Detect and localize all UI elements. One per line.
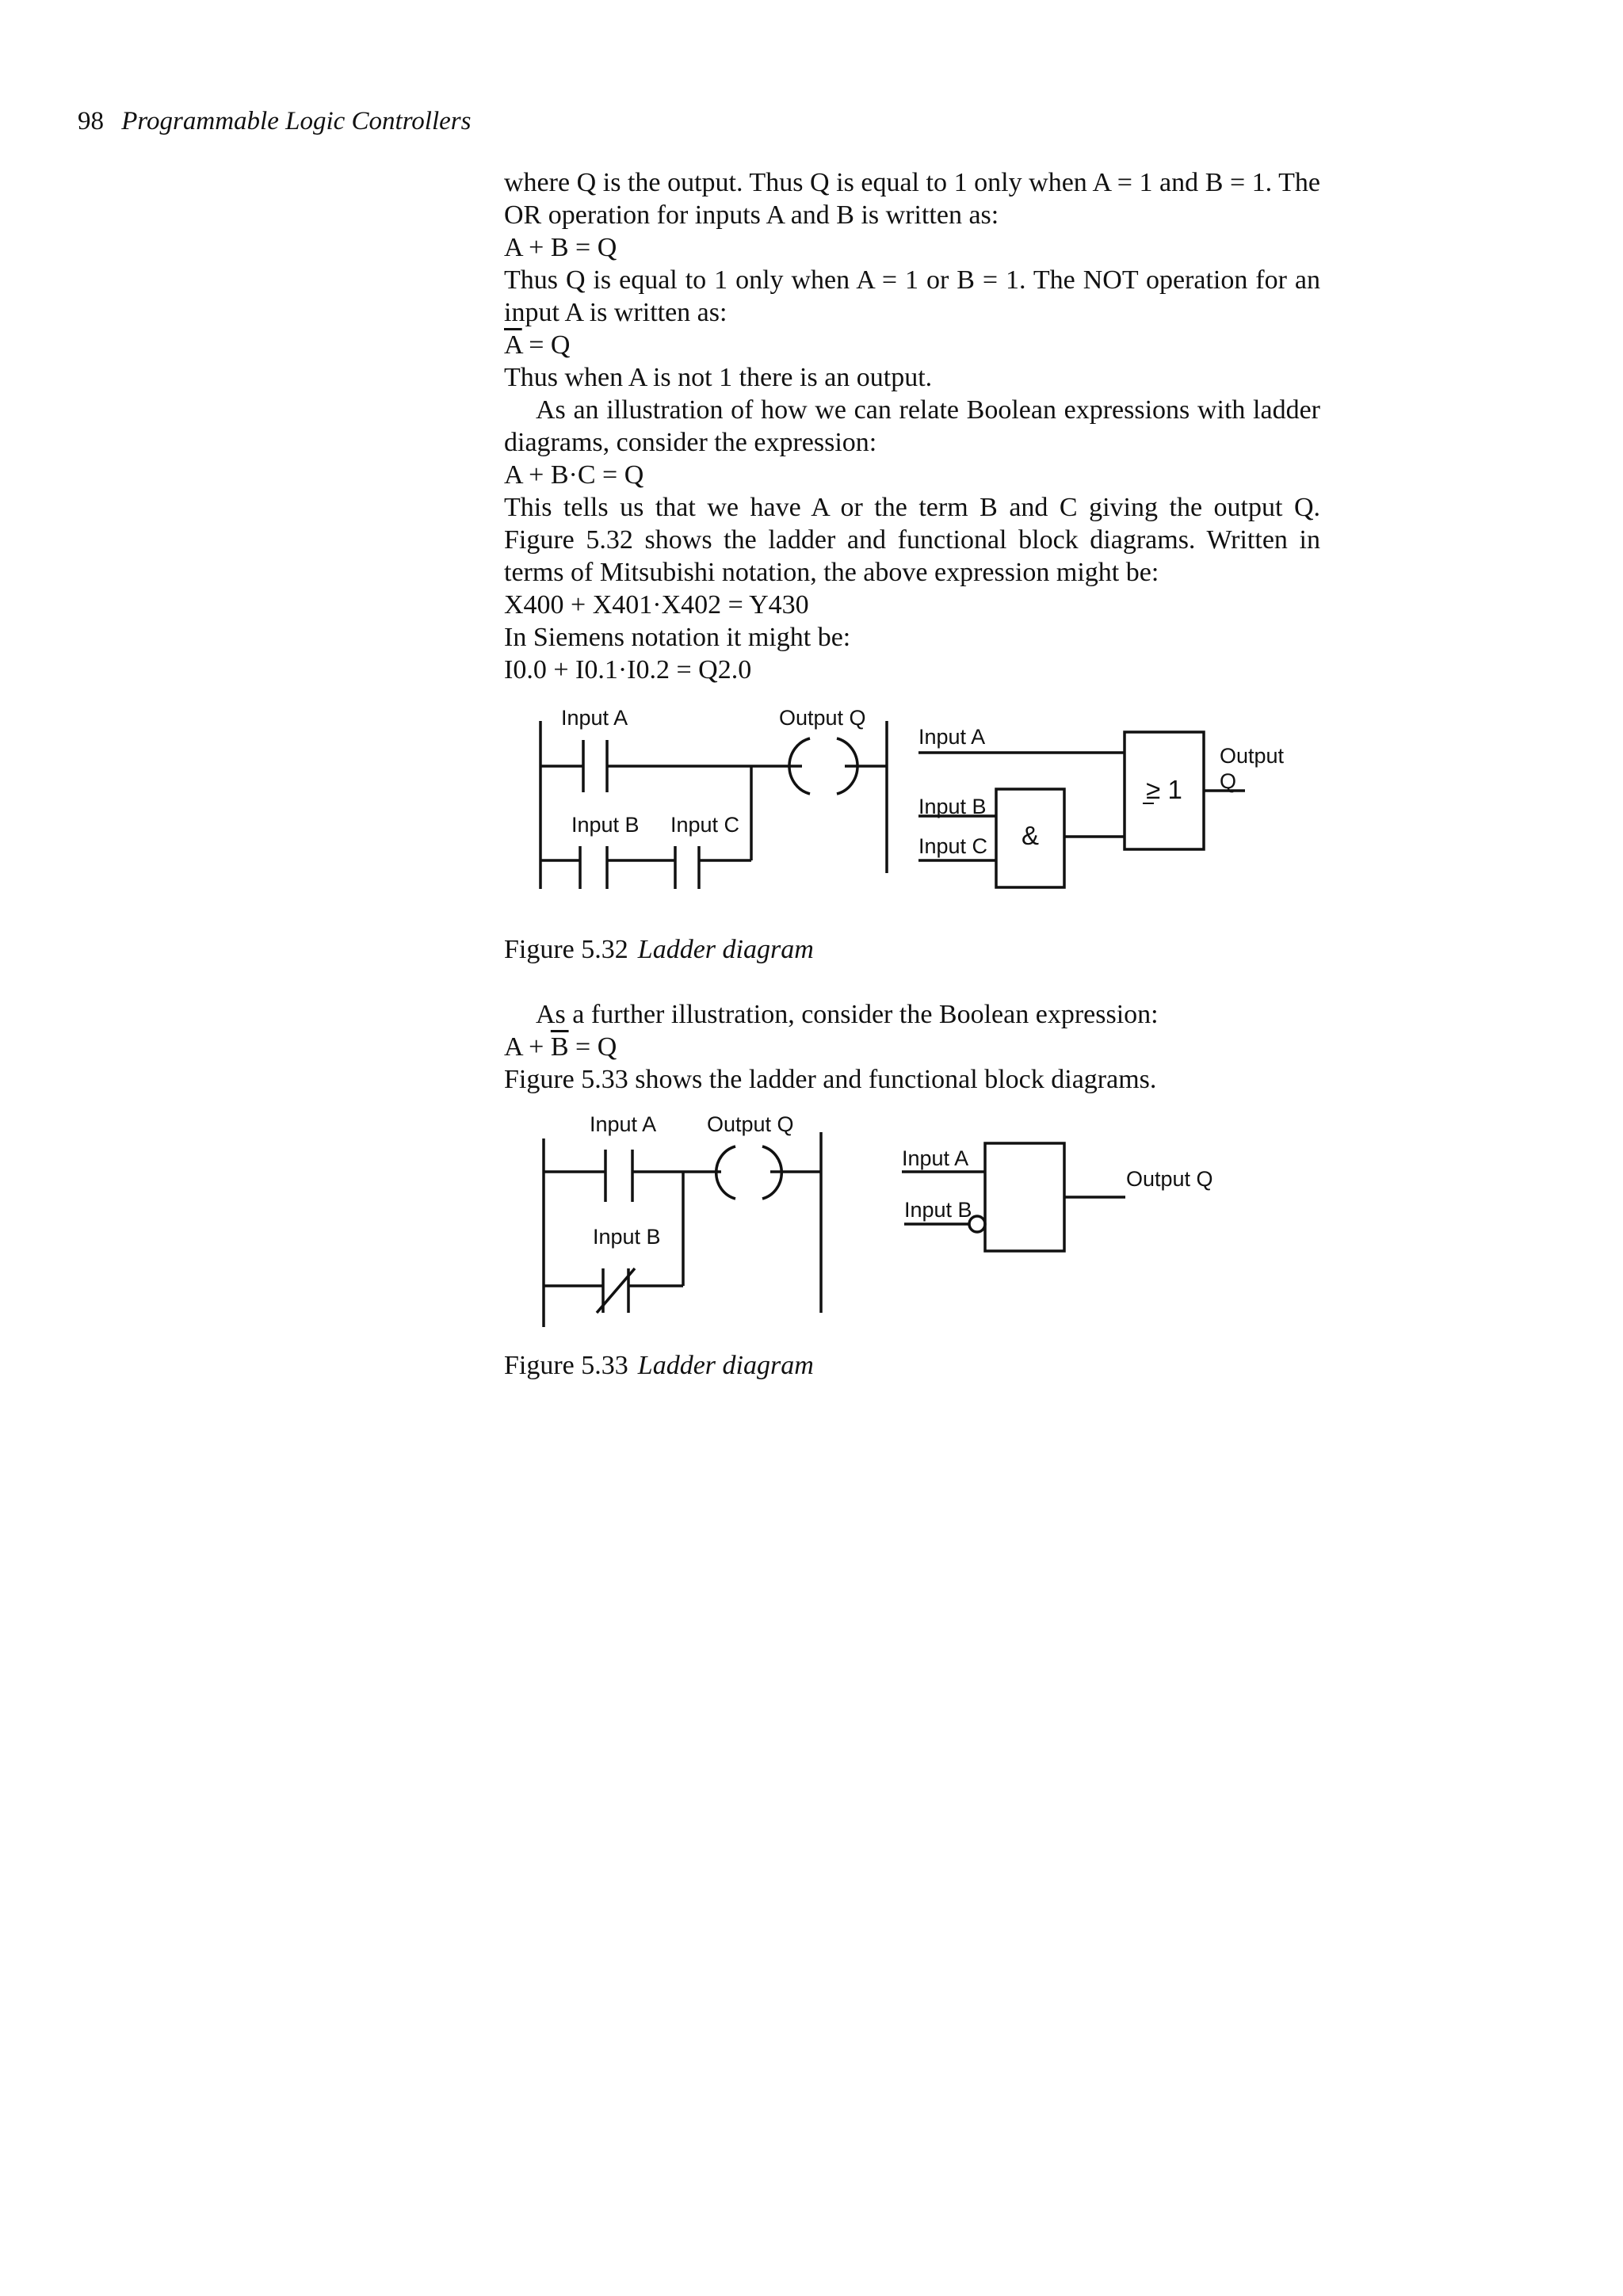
- ladder-diagram-5-32: [540, 706, 887, 889]
- paragraph: This tells us that we have A or the term B and C giving the output Q. Figure 5.32 shows the ladder and functional block diagrams. Written in terms of Mitsubishi notation, the above expression might be:: [504, 493, 1320, 587]
- caption-title: Ladder diagram: [637, 1351, 814, 1380]
- label-input-a: Input A: [918, 725, 986, 749]
- function-block-diagram-5-33: [902, 1143, 1213, 1251]
- figure-5-32-diagrams: [504, 700, 1320, 938]
- label-input-a: Input A: [590, 1112, 657, 1136]
- running-header: [78, 107, 471, 136]
- book-title: Programmable Logic Controllers: [121, 107, 472, 135]
- negated-variable: $\overline{B}$: [550, 1032, 569, 1062]
- paragraph: where Q is the output. Thus Q is equal to 1 only when A = 1 and B = 1. The OR operation for inputs A and B is written as:: [504, 168, 1320, 230]
- equation-not: [504, 329, 1320, 361]
- figure-5-32-caption: [504, 933, 1320, 966]
- page-number: 98: [78, 107, 104, 135]
- equation-a-or-not-b: [504, 1031, 1320, 1063]
- label-input-b: Input B: [904, 1198, 972, 1222]
- label-input-c: Input C: [918, 834, 988, 858]
- equation-part: A +: [504, 1032, 551, 1062]
- equation-mitsubishi: X400 + X401·X402 = Y430: [504, 590, 809, 620]
- and-symbol: &: [1021, 821, 1040, 850]
- paragraph: As a further illustration, consider the Boolean expression:: [536, 1000, 1159, 1029]
- figure-5-33-diagrams: [504, 1105, 1320, 1343]
- equation-or: A + B = Q: [504, 233, 617, 262]
- caption-label: Figure 5.32: [504, 935, 628, 964]
- paragraph: As an illustration of how we can relate Boolean expressions with ladder diagrams, consider the expression:: [504, 395, 1320, 457]
- equation-and-or: A + B·C = Q: [504, 460, 644, 490]
- label-input-b: Input B: [571, 813, 640, 837]
- label-input-b: Input B: [918, 795, 987, 818]
- function-block-diagram-5-32: [918, 725, 1285, 887]
- figure-5-33-caption: [504, 1349, 1320, 1382]
- label-q: Q: [1220, 769, 1237, 793]
- paragraph: Thus when A is not 1 there is an output.: [504, 363, 933, 392]
- equation-rest: = Q: [521, 330, 571, 360]
- label-output-q: Output Q: [1126, 1167, 1213, 1191]
- paragraph: Thus Q is equal to 1 only when A = 1 or B = 1. The NOT operation for an input A is written as:: [504, 265, 1320, 327]
- label-input-c: Input C: [670, 813, 740, 837]
- caption-label: Figure 5.33: [504, 1351, 628, 1380]
- ladder-diagram-5-33: [544, 1112, 821, 1327]
- caption-title: Ladder diagram: [637, 935, 814, 964]
- label-input-a: Input A: [902, 1146, 969, 1170]
- label-input-b: Input B: [593, 1225, 661, 1249]
- paragraph: Figure 5.33 shows the ladder and functional block diagrams.: [504, 1065, 1157, 1094]
- label-input-a: Input A: [561, 706, 628, 730]
- inversion-bubble: [969, 1216, 985, 1232]
- body-text: [504, 166, 1320, 1382]
- negated-variable: $\overline{A}$: [504, 330, 522, 360]
- equation-part: = Q: [568, 1032, 617, 1062]
- paragraph: In Siemens notation it might be:: [504, 623, 851, 652]
- or-gate-box: [985, 1143, 1064, 1251]
- or-symbol: ≥ 1: [1146, 775, 1182, 804]
- label-output-q: Output Q: [707, 1112, 794, 1136]
- label-output-q: Output Q: [779, 706, 866, 730]
- equation-siemens: I0.0 + I0.1·I0.2 = Q2.0: [504, 655, 752, 685]
- label-output: Output: [1220, 744, 1285, 768]
